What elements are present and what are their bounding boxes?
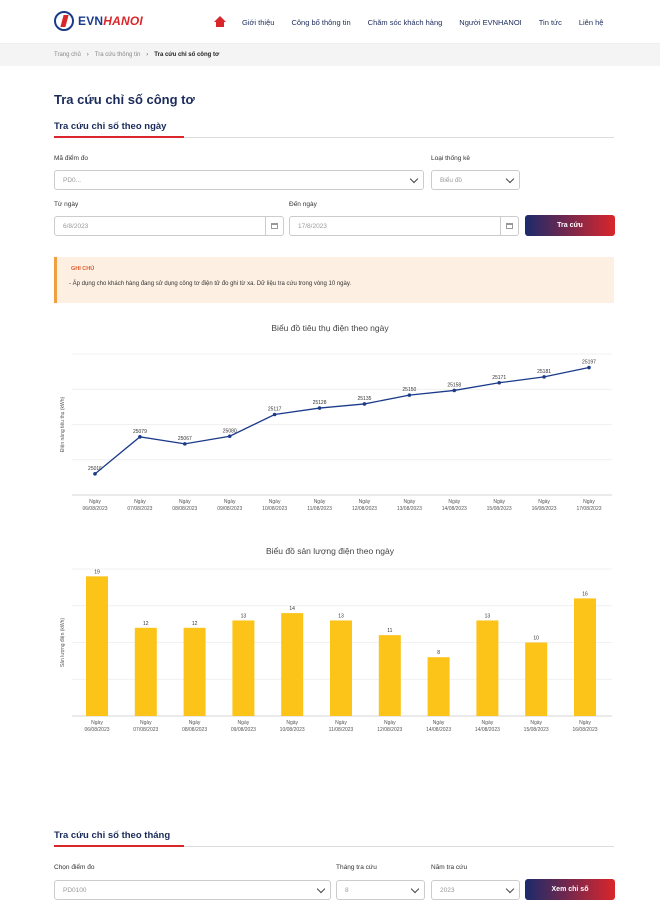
bar xyxy=(330,620,352,716)
view-index-button[interactable]: Xem chỉ số xyxy=(525,879,615,900)
data-point xyxy=(408,393,412,397)
bar xyxy=(135,628,157,716)
x-tick-label: Ngày 14/08/2023 xyxy=(441,499,467,512)
breadcrumb-current: Tra cứu chỉ số công tơ xyxy=(154,52,220,58)
calendar-icon[interactable] xyxy=(500,217,518,235)
bar xyxy=(525,643,547,717)
bar xyxy=(184,628,206,716)
monthly-meter-select[interactable] xyxy=(54,880,331,900)
evn-logo-icon xyxy=(54,11,74,31)
data-label: 25080 xyxy=(222,428,237,435)
nav-lien-he[interactable]: Liên hệ xyxy=(578,17,604,27)
data-point xyxy=(228,434,232,438)
data-label: 25150 xyxy=(402,387,417,394)
nav-cham-soc-khach-hang[interactable]: Chăm sóc khách hàng xyxy=(367,17,443,27)
data-point xyxy=(273,413,277,417)
site-header xyxy=(0,0,660,44)
choose-meter-label: Chọn điểm đo xyxy=(54,864,95,871)
x-tick-label: Ngày 06/08/2023 xyxy=(82,499,108,512)
type-label: Loại thống kê xyxy=(431,155,471,162)
data-point xyxy=(318,406,322,410)
main-nav xyxy=(214,0,603,44)
bar-value-label: 14 xyxy=(289,606,295,613)
x-tick-label: Ngày 16/08/2023 xyxy=(572,720,598,733)
y-axis-label: Sản lượng điện (kWh) xyxy=(60,617,66,668)
data-point xyxy=(542,375,546,379)
section-divider xyxy=(54,846,614,847)
bar xyxy=(379,635,401,716)
x-tick-label: Ngày 09/08/2023 xyxy=(230,720,256,733)
type-select-value: Biểu đồ xyxy=(440,176,463,184)
to-date-label: Đến ngày xyxy=(289,201,317,208)
bar xyxy=(428,657,450,716)
x-tick-label: Ngày 10/08/2023 xyxy=(262,499,288,512)
meter-label: Mã điểm đo xyxy=(54,155,88,162)
consumption-line-chart xyxy=(0,340,660,525)
nav-cong-bo-thong-tin[interactable]: Công bố thông tin xyxy=(291,17,351,27)
from-date-input[interactable] xyxy=(54,216,284,236)
x-tick-label: Ngày 12/08/2023 xyxy=(351,499,377,512)
bar-value-label: 12 xyxy=(143,620,149,627)
data-label: 25067 xyxy=(177,435,192,442)
home-icon[interactable] xyxy=(214,16,228,28)
to-date-value: 17/8/2023 xyxy=(298,222,327,230)
logo-text: EVNHANOI xyxy=(78,14,143,28)
nav-nguoi-evnhanoi[interactable]: Người EVNHANOI xyxy=(459,17,522,27)
to-date-input[interactable] xyxy=(289,216,519,236)
breadcrumb-home[interactable]: Trang chủ xyxy=(54,52,81,58)
breadcrumb-lookup[interactable]: Tra cứu thông tin xyxy=(94,52,141,58)
x-tick-label: Ngày 06/08/2023 xyxy=(84,720,110,733)
data-label: 25079 xyxy=(132,428,147,435)
monthly-meter-value: PD0100 xyxy=(63,886,87,894)
bar-value-label: 19 xyxy=(94,569,100,576)
data-label: 25197 xyxy=(582,359,596,366)
x-tick-label: Ngày 13/08/2023 xyxy=(396,499,422,512)
data-label: 25117 xyxy=(267,406,282,413)
x-tick-label: Ngày 11/08/2023 xyxy=(328,720,354,733)
meter-select[interactable] xyxy=(54,170,424,190)
chevron-right-icon: › xyxy=(86,52,89,58)
bar xyxy=(476,620,498,716)
page-title: Tra cứu chỉ số công tơ xyxy=(54,92,195,107)
bar-value-label: 12 xyxy=(191,620,198,627)
lookup-button[interactable]: Tra cứu xyxy=(525,215,615,236)
from-date-value: 6/8/2023 xyxy=(63,222,89,230)
bar-value-label: 13 xyxy=(484,613,491,620)
breadcrumb xyxy=(0,44,660,66)
x-tick-label: Ngày 12/08/2023 xyxy=(377,720,403,733)
chevron-down-icon xyxy=(411,885,419,893)
from-date-label: Từ ngày xyxy=(54,201,79,208)
data-point xyxy=(587,366,591,370)
bar-value-label: 13 xyxy=(240,613,247,620)
x-tick-label: Ngày 07/08/2023 xyxy=(133,720,159,733)
data-label: 25181 xyxy=(537,368,552,375)
data-point xyxy=(497,381,501,385)
data-label: 25135 xyxy=(357,395,372,402)
type-select[interactable] xyxy=(431,170,520,190)
year-select-value: 2023 xyxy=(440,886,455,894)
x-tick-label: Ngày 08/08/2023 xyxy=(182,720,208,733)
bar xyxy=(281,613,303,716)
meter-select-value: PD0... xyxy=(63,176,82,184)
x-tick-label: Ngày 10/08/2023 xyxy=(279,720,305,733)
x-tick-label: Ngày 14/08/2023 xyxy=(426,720,452,733)
bar-value-label: 16 xyxy=(582,591,588,598)
bar-value-label: 11 xyxy=(387,628,393,635)
note-title: GHI CHÚ xyxy=(71,266,95,272)
year-label: Năm tra cứu xyxy=(431,864,468,871)
bar-chart-title: Biểu đồ sản lượng điện theo ngày xyxy=(266,546,394,556)
x-tick-label: Ngày 11/08/2023 xyxy=(307,499,332,512)
x-tick-label: Ngày 17/08/2023 xyxy=(576,499,602,512)
daily-section-title: Tra cứu chỉ số theo ngày xyxy=(54,121,167,132)
y-axis-label: Điện năng tiêu thụ (kWh) xyxy=(60,396,66,453)
x-tick-label: Ngày 16/08/2023 xyxy=(531,499,557,512)
data-label: 25158 xyxy=(447,382,462,389)
output-bar-chart xyxy=(0,562,660,742)
consumption-series-line xyxy=(95,368,589,474)
data-label: 25171 xyxy=(492,374,507,381)
data-point xyxy=(93,472,97,476)
x-tick-label: Ngày 07/08/2023 xyxy=(127,499,153,512)
x-tick-label: Ngày 09/08/2023 xyxy=(217,499,243,512)
chevron-down-icon xyxy=(506,885,514,893)
evnhanoi-logo[interactable] xyxy=(54,11,143,31)
data-label: 25128 xyxy=(312,400,327,407)
note-box xyxy=(54,257,614,303)
data-label: 25016 xyxy=(88,465,102,472)
month-select-value: 8 xyxy=(345,886,349,894)
data-point xyxy=(452,389,456,393)
chevron-down-icon xyxy=(506,175,514,183)
bar xyxy=(574,598,596,716)
chevron-down-icon xyxy=(317,885,325,893)
chevron-down-icon xyxy=(410,175,418,183)
data-point xyxy=(138,435,142,439)
month-select[interactable] xyxy=(336,880,425,900)
bar-value-label: 8 xyxy=(437,650,440,657)
data-point xyxy=(183,442,187,446)
monthly-section-title: Tra cứu chỉ số theo tháng xyxy=(54,830,171,841)
bar-value-label: 10 xyxy=(533,635,539,642)
chevron-right-icon: › xyxy=(146,52,149,58)
bar xyxy=(86,576,108,716)
data-point xyxy=(363,402,367,406)
month-label: Tháng tra cứu xyxy=(336,864,377,871)
x-tick-label: Ngày 15/08/2023 xyxy=(523,720,549,733)
x-tick-label: Ngày 14/08/2023 xyxy=(474,720,500,733)
x-tick-label: Ngày 08/08/2023 xyxy=(172,499,198,512)
calendar-icon[interactable] xyxy=(265,217,283,235)
bar xyxy=(232,620,254,716)
x-tick-label: Ngày 15/08/2023 xyxy=(486,499,512,512)
year-select[interactable] xyxy=(431,880,520,900)
nav-tin-tuc[interactable]: Tin tức xyxy=(538,17,562,27)
nav-gioi-thieu[interactable]: Giới thiệu xyxy=(242,17,275,27)
note-text: - Áp dụng cho khách hàng đang sử dụng công tơ điện tử đo ghi từ xa. Dữ liệu tra cứu trong vòng 10 ngày. xyxy=(69,281,352,287)
bar-value-label: 13 xyxy=(338,613,344,620)
section-divider xyxy=(54,137,614,138)
line-chart-title: Biểu đồ tiêu thụ điện theo ngày xyxy=(271,323,389,333)
